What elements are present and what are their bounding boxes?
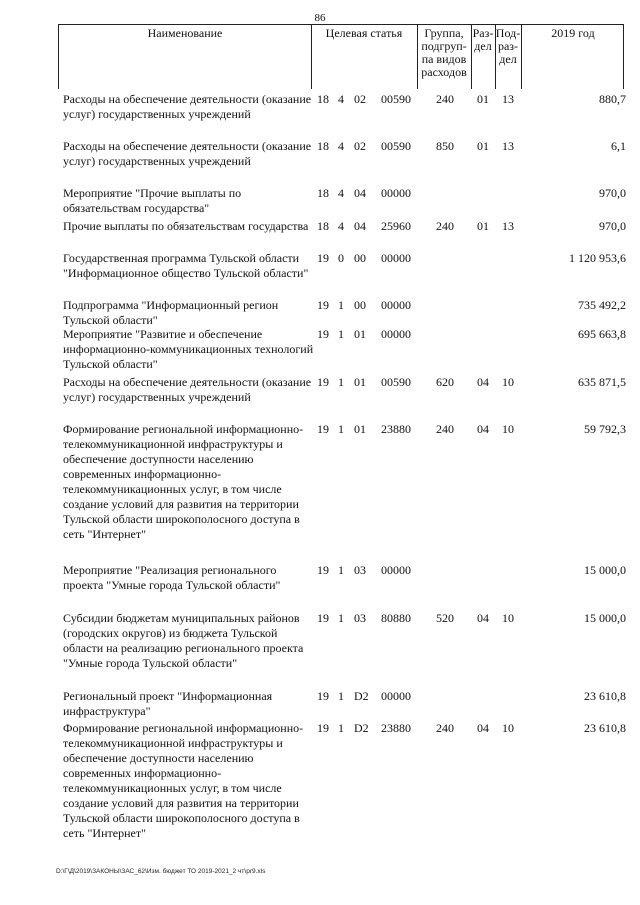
row-amount: 635 871,5 bbox=[578, 375, 626, 389]
row-section: 04 bbox=[477, 422, 489, 436]
row-amount: 15 000,0 bbox=[584, 563, 626, 577]
page-number: 86 bbox=[314, 12, 326, 24]
row-name: Государственная программа Тульской области "Информационное общество Тульской области" bbox=[63, 251, 309, 280]
row-code-event: 02 bbox=[354, 139, 366, 153]
row-name: Расходы на обеспечение деятельности (оказание услуг) государственных учреждений bbox=[63, 139, 312, 168]
header-expense-group-line: па видов bbox=[421, 52, 467, 66]
row-code-event: 03 bbox=[354, 611, 366, 625]
header-subsection-line: дел bbox=[499, 52, 517, 66]
row-name: Мероприятие "Прочие выплаты по обязательствам государства" bbox=[63, 186, 242, 215]
header-subsection-line: раз- bbox=[497, 39, 519, 53]
row-code-program: 19 bbox=[317, 721, 329, 735]
row-name: Формирование региональной информационно-телекоммуникационной инфраструктуры и обеспечение доступности населению современных информационно-телекоммуникационных услуг, в том числе создание условий для развития на территории Тульской области широкополосного доступа в сеть "Интернет" bbox=[63, 721, 304, 840]
row-name: Мероприятие "Реализация регионального проекта "Умные города Тульской области" bbox=[63, 563, 281, 592]
row-code-event: 02 bbox=[354, 92, 366, 106]
row-code-program: 19 bbox=[317, 251, 329, 265]
row-code-event: 03 bbox=[354, 563, 366, 577]
header-expense-group bbox=[417, 27, 471, 79]
row-code-event: 04 bbox=[354, 186, 366, 200]
header-subsection-line: Под- bbox=[495, 26, 521, 40]
row-code-subprogram: 1 bbox=[338, 563, 344, 577]
row-code-subprogram: 4 bbox=[338, 92, 344, 106]
row-section: 04 bbox=[477, 375, 489, 389]
row-amount: 970,0 bbox=[599, 186, 626, 200]
row-code-subprogram: 1 bbox=[338, 327, 344, 341]
row-subsection: 13 bbox=[502, 219, 514, 233]
row-name: Расходы на обеспечение деятельности (оказание услуг) государственных учреждений bbox=[63, 92, 312, 121]
row-code-event: 00 bbox=[354, 251, 366, 265]
row-section: 01 bbox=[477, 219, 489, 233]
row-subsection: 13 bbox=[502, 139, 514, 153]
header-section-line: дел bbox=[474, 39, 492, 53]
row-expense-group: 850 bbox=[436, 139, 454, 153]
header-section-line: Раз- bbox=[472, 26, 494, 40]
row-amount: 23 610,8 bbox=[584, 721, 626, 735]
row-code-direction: 00000 bbox=[381, 186, 411, 200]
header-expense-group-line: подгруп- bbox=[421, 39, 467, 53]
row-name: Мероприятие "Развитие и обеспечение информационно-коммуникационных технологий Тульской области" bbox=[63, 327, 314, 371]
row-subsection: 10 bbox=[502, 375, 514, 389]
header-name: Наименование bbox=[147, 26, 223, 40]
row-code-program: 19 bbox=[317, 611, 329, 625]
table-header bbox=[58, 24, 624, 89]
row-code-subprogram: 1 bbox=[338, 689, 344, 703]
row-code-event: 00 bbox=[354, 298, 366, 312]
row-code-program: 18 bbox=[317, 186, 329, 200]
row-code-direction: 00000 bbox=[381, 251, 411, 265]
row-code-program: 18 bbox=[317, 139, 329, 153]
header-year: 2019 год bbox=[551, 26, 595, 40]
row-amount: 735 492,2 bbox=[578, 298, 626, 312]
row-code-program: 19 bbox=[317, 689, 329, 703]
row-name: Субсидии бюджетам муниципальных районов (городских округов) из бюджета Тульской области на реализацию регионального проекта "Умные города Тульской области" bbox=[63, 611, 304, 670]
row-code-subprogram: 1 bbox=[338, 375, 344, 389]
row-code-program: 19 bbox=[317, 327, 329, 341]
row-code-event: D2 bbox=[354, 689, 369, 703]
row-code-subprogram: 4 bbox=[338, 186, 344, 200]
row-name: Подпрограмма "Информационный регион Тульской области" bbox=[63, 298, 279, 327]
row-code-direction: 80880 bbox=[381, 611, 411, 625]
row-name: Расходы на обеспечение деятельности (оказание услуг) государственных учреждений bbox=[63, 375, 312, 404]
row-code-program: 19 bbox=[317, 298, 329, 312]
row-code-subprogram: 0 bbox=[338, 251, 344, 265]
row-code-direction: 23880 bbox=[381, 721, 411, 735]
row-code-direction: 00000 bbox=[381, 298, 411, 312]
row-expense-group: 240 bbox=[436, 92, 454, 106]
row-expense-group: 240 bbox=[436, 721, 454, 735]
row-code-event: 01 bbox=[354, 327, 366, 341]
row-expense-group: 240 bbox=[436, 422, 454, 436]
header-subsection bbox=[495, 27, 521, 66]
row-amount: 880,7 bbox=[599, 92, 626, 106]
row-code-direction: 00590 bbox=[381, 139, 411, 153]
row-code-subprogram: 4 bbox=[338, 139, 344, 153]
row-amount: 59 792,3 bbox=[584, 422, 626, 436]
row-code-subprogram: 1 bbox=[338, 611, 344, 625]
row-amount: 695 663,8 bbox=[578, 327, 626, 341]
header-section bbox=[471, 27, 495, 53]
row-section: 01 bbox=[477, 139, 489, 153]
row-code-subprogram: 1 bbox=[338, 298, 344, 312]
row-code-subprogram: 4 bbox=[338, 219, 344, 233]
row-code-program: 19 bbox=[317, 563, 329, 577]
row-subsection: 10 bbox=[502, 721, 514, 735]
row-code-event: 01 bbox=[354, 375, 366, 389]
row-expense-group: 520 bbox=[436, 611, 454, 625]
row-code-direction: 00590 bbox=[381, 92, 411, 106]
row-subsection: 10 bbox=[502, 611, 514, 625]
row-expense-group: 620 bbox=[436, 375, 454, 389]
row-subsection: 13 bbox=[502, 92, 514, 106]
row-amount: 1 120 953,6 bbox=[569, 251, 626, 265]
row-expense-group: 240 bbox=[436, 219, 454, 233]
row-code-event: D2 bbox=[354, 721, 369, 735]
row-code-direction: 00000 bbox=[381, 689, 411, 703]
row-code-event: 01 bbox=[354, 422, 366, 436]
row-code-event: 04 bbox=[354, 219, 366, 233]
header-target-article: Целевая статья bbox=[325, 26, 403, 40]
row-name: Прочие выплаты по обязательствам государства bbox=[63, 219, 309, 233]
row-code-subprogram: 1 bbox=[338, 422, 344, 436]
row-code-direction: 00000 bbox=[381, 563, 411, 577]
file-path-footer: D:\Г\Д\2019\ЗАКОНЫ\ЗАС_62\Изм. бюджет ТО 2019-2021_2 чт\pr9.xls bbox=[56, 868, 266, 875]
row-section: 01 bbox=[477, 92, 489, 106]
row-code-program: 18 bbox=[317, 219, 329, 233]
row-amount: 6,1 bbox=[611, 139, 626, 153]
row-code-subprogram: 1 bbox=[338, 721, 344, 735]
row-name: Формирование региональной информационно-телекоммуникационной инфраструктуры и обеспечение доступности населению современных информационно-телекоммуникационных услуг, в том числе создание условий для развития на территории Тульской области широкополосного доступа в сеть "Интернет" bbox=[63, 422, 304, 541]
row-code-direction: 00000 bbox=[381, 327, 411, 341]
row-name: Региональный проект "Информационная инфраструктура" bbox=[63, 689, 273, 718]
header-expense-group-line: Группа, bbox=[424, 26, 464, 40]
row-subsection: 10 bbox=[502, 422, 514, 436]
row-amount: 15 000,0 bbox=[584, 611, 626, 625]
row-code-program: 18 bbox=[317, 92, 329, 106]
row-code-direction: 25960 bbox=[381, 219, 411, 233]
row-amount: 23 610,8 bbox=[584, 689, 626, 703]
row-code-direction: 00590 bbox=[381, 375, 411, 389]
row-section: 04 bbox=[477, 721, 489, 735]
row-section: 04 bbox=[477, 611, 489, 625]
row-code-program: 19 bbox=[317, 422, 329, 436]
header-expense-group-line: расходов bbox=[421, 65, 467, 79]
row-code-direction: 23880 bbox=[381, 422, 411, 436]
row-code-program: 19 bbox=[317, 375, 329, 389]
row-amount: 970,0 bbox=[599, 219, 626, 233]
